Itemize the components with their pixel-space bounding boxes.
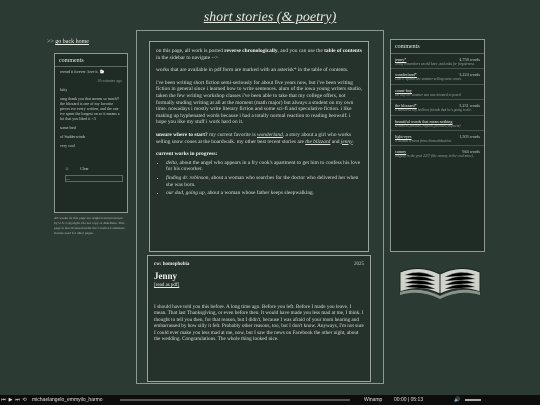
progress-item [166, 160, 362, 173]
text: , and you can use the [277, 48, 325, 54]
comment-time: 26 minutes ago [97, 78, 122, 83]
progress-item [166, 175, 362, 188]
emphasis: reverse chronologically [224, 48, 278, 54]
intro-paragraph-3: i've been writing short fiction semi-seriously for about five years now, but i've been writing fiction in general since i learned how to write sentences. alum of the iowa young writers studio, taken the few writing workshop classes i've been able to take that my college offers, not formally studing writing at all at the moment (math major) but always a student on my own time. nowadays i mostly write literary fiction and some sci-fi and speculative fiction. i like making up hyphenated words because i had a totally normal reaction to reading beowulf. i hope you like my stuff i work hard on it. [156, 79, 362, 126]
toc-item[interactable] [391, 85, 484, 100]
intro-paragraph-2: works that are available in pdf form are marked with an asterisk* in the table of contents. [156, 67, 349, 74]
progress-list [166, 160, 362, 197]
toc-desc: sentences phrases, rhythm, phonics (in poem) [395, 123, 461, 128]
toc-title[interactable]: beautiful words that mean nothing [395, 118, 453, 124]
toc-desc: the day the summer sun was doomed to pencil [395, 92, 462, 97]
copyright-note: All works on this page are original and protected by U.S. Copyright. Do not copy or distribute. This page is also licensed under the Creative Commons license used for other pages. [54, 216, 125, 235]
comment-item: omg thank you that means so much!! the blizzard is one of my favorite pieces ive every written, and the one ive spent the longest on so it means a lot that you liked it <3 [60, 96, 120, 121]
media-player-bar [0, 395, 540, 405]
work-desc: , about a woman who searches for the doctor who delivered her when she was born. [166, 174, 359, 188]
repeat-icon[interactable]: ⟲ [22, 397, 27, 403]
select-value: — [66, 176, 70, 181]
toc-desc: tragedy in the year 2237 (the canary in the coal mine). [395, 154, 474, 159]
toc-words: 3,224 words [459, 72, 480, 78]
toc-title[interactable]: jenny* [395, 57, 407, 62]
intro-paragraph-1 [156, 48, 362, 61]
work-title: our dad, going up [166, 190, 205, 197]
story-body: I should have told you this before. A long time ago. Before you left. Before I made you leave, I mean. That last Thanksgiving, or even before then. It would have made you less mad at me, I think. I thought to tell you then, for that reason, but I didn't, because I was afraid of your mom hearing and embarrassed by how silly it felt. Probably other reasons, too, but I don't know. Anyways, I'm not sure I could ever make you less mad at me, now, but I saw the news on Facebook the other night, about the wedding. Congratulations. The whole thing looked nice. [154, 304, 364, 343]
intro-box [149, 41, 369, 252]
volume-slider[interactable] [465, 399, 481, 401]
play-icon[interactable]: ▶ [8, 397, 13, 403]
comment-select[interactable] [65, 175, 123, 182]
progress-label: current works in progress: [156, 151, 218, 158]
comment-item: reread it forever. love it. 🐑 [60, 69, 105, 74]
comment-tools [65, 166, 123, 186]
text: on this page, all work is posted [156, 48, 225, 54]
comments-widget [54, 53, 128, 213]
jenny-link[interactable]: jenny [340, 138, 353, 145]
content-warning: cw: homophobia [154, 262, 190, 267]
toc-title[interactable]: wonderland* [395, 72, 417, 78]
emoji-icon[interactable]: ☺ [65, 166, 70, 171]
toc-item[interactable] [391, 146, 484, 160]
work-title: finding dr. robinson [166, 174, 209, 181]
story-post [147, 255, 371, 382]
toc-item[interactable] [391, 131, 484, 146]
blizzard-link[interactable]: the blizzard [305, 138, 331, 145]
go-back-nav [47, 39, 89, 45]
track-name: michaelangelo_emmyilo_harmo [32, 397, 103, 403]
comment-item: very cool [60, 143, 75, 148]
text: in the sidebar to navigate --> [156, 54, 219, 61]
prev-icon[interactable]: ⏮ [1, 397, 6, 403]
wonderland-link[interactable]: wonderland [257, 131, 283, 138]
page-title[interactable]: short stories (& poetry) [203, 10, 337, 25]
player-name: Winamp [364, 397, 383, 403]
go-back-home-link[interactable]: go back home [55, 39, 89, 45]
intro-paragraph-4 [156, 132, 362, 145]
volume-icon[interactable]: 🔊 [454, 397, 461, 403]
text: and [330, 138, 341, 145]
story-title: Jenny [154, 271, 178, 281]
toc-item[interactable] [391, 54, 484, 69]
toc-words: 5,231 words [459, 103, 480, 109]
toc-desc: Gail e. spends the summer selling snow cones. [395, 77, 462, 82]
toc-sidebar [390, 39, 485, 252]
emphasis: table of contents [324, 48, 362, 54]
text: my current favorite is [207, 131, 258, 138]
toc-title[interactable]: count-boy [395, 87, 412, 93]
toc-title[interactable]: the blizzard* [395, 103, 417, 109]
open-book-icon [396, 262, 484, 300]
nav-arrows: >> [47, 39, 54, 45]
start-label: unsure where to start? [156, 131, 208, 138]
text: , a story about a girl who works selling snow cones at the boardwalk. my other best recent stories are [156, 131, 352, 145]
work-desc: , about a woman whose father keeps sleepwalking. [204, 190, 315, 197]
comment-author[interactable]: kitty [60, 87, 68, 92]
text: . [352, 138, 354, 145]
toc-item[interactable] [391, 116, 484, 131]
progress-item [166, 190, 362, 197]
toc-title[interactable]: light-eyes [395, 134, 412, 140]
toc-words: 4,758 words [459, 57, 480, 62]
comments-widget-title: comments [55, 54, 127, 67]
toc-title[interactable]: canary [395, 149, 407, 155]
toc-item[interactable] [391, 69, 484, 84]
read-pdf-link[interactable]: [read as pdf] [154, 283, 180, 288]
toc-words: 944 words [462, 149, 480, 155]
toc-desc: a nameless boy hollows friends that he's going to die. [395, 108, 472, 113]
comment-item: of Sudderwinds [60, 134, 86, 139]
post-date: 2025 [354, 262, 364, 267]
toc-desc: Jenny remembers an old knee, and asks for forgiveness. [395, 62, 475, 66]
work-desc: , about the angel who appears in a fry cook's apartment to get him to confess his love for his coworker. [166, 159, 361, 173]
sidebar-title: comments [391, 40, 484, 54]
toc-item[interactable] [391, 100, 484, 115]
clear-button[interactable]: Clear [80, 166, 89, 171]
toc-desc: a woman returns from china abduction. [395, 139, 452, 144]
comment-author[interactable]: some bird [60, 125, 76, 130]
seek-bar[interactable] [120, 399, 350, 401]
toc-words: 1,503 words [459, 134, 480, 140]
page-header [0, 8, 540, 26]
time-readout: 00:00 | 05:13 [394, 397, 424, 403]
work-title: delta [166, 159, 177, 166]
next-icon[interactable]: ⏭ [15, 397, 20, 403]
